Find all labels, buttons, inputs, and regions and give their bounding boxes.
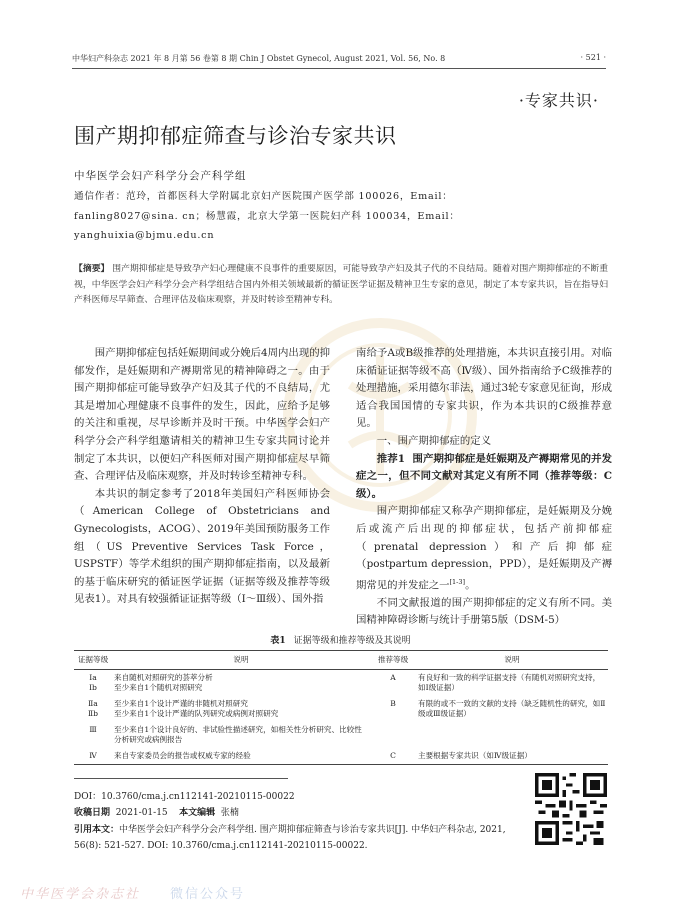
publisher-watermark: 中华医学会杂志社 — [20, 887, 141, 902]
table-header-evidence: 证据等级 — [74, 651, 112, 670]
table-cell — [416, 722, 608, 748]
rec1-label: 推荐1 — [376, 452, 406, 465]
table-cell: B — [390, 699, 396, 708]
table-cell — [370, 722, 416, 748]
received-label: 收稿日期 — [74, 808, 111, 818]
table-cell: 主要根据专家共识（如Ⅳ级证据） — [416, 748, 608, 765]
received-date: 2021-01-15 — [115, 808, 168, 818]
corr-line-2: fanling8027@sina. cn；杨慧霞，北京大学第一医院妇产科 100034，Email： — [74, 210, 460, 222]
left-paragraph-1: 围产期抑郁症包括妊娠期间或分娩后4周内出现的抑郁发作，是妊娠期和产褥期常见的精神障碍之一。由于围产期抑郁症可能导致孕产妇及其子代的不良结局，尤其是增加心理健康不良事件的发生，因此，应给予足够的关注和重视，尽早诊断并及时干预。中华医学会妇产科学分会产科学组邀请相关的精神卫生专家共同讨论并制定了本共识，以便妇产科医师对围产期抑郁症尽早筛查、合理评估及临床观察，并及时转诊至精神专科。 — [74, 347, 330, 483]
table-cell: 有良好和一致的科学证据支持（有随机对照研究支持，如Ⅰ级证据） — [418, 673, 601, 692]
correspondence — [74, 187, 608, 246]
cite-label: 引用本文： — [74, 825, 120, 835]
table-cell: 至少来自1个设计严谨的非随机对照研究 至少来自1个设计严谨的队列研究或病例对照研究 — [114, 699, 279, 718]
right-paragraph-2 — [356, 503, 612, 594]
table-cell: 至少来自1个设计良好的、非试验性描述研究，如相关性分析研究、比较性分析研究或病例报告 — [114, 725, 362, 744]
journal-header: 中华妇产科杂志 2021 年 8 月第 56 卷第 8 期 Chin J Obstet Gynecol, August 2021, Vol. 56, No. 8 — [72, 54, 446, 63]
section-heading-1: 一、围产期抑郁症的定义 — [376, 434, 492, 447]
citation — [74, 823, 514, 854]
p2-text: 围产期抑郁症又称孕产期抑郁症，是妊娠期及分娩后或流产后出现的抑郁症状，包括产前抑郁症（prenatal depression）和产后抑郁症（postpartum depression，PPD），是妊娠期及产褥期常见的并发症之一 — [356, 505, 612, 592]
left-column — [74, 345, 330, 609]
table-row — [74, 722, 608, 748]
table-caption-text: 证据等级和推荐等级及其说明 — [293, 636, 411, 646]
cite-text: 中华医学会妇产科学分会产科学组. 围产期抑郁症筛查与诊治专家共识[J]. 中华妇产科杂志, 2021, 56(8): 521-527. DOI: 10.3760/cma.j.cn112141-20210115-00022. — [74, 825, 506, 851]
table-cell: Ⅱa Ⅱb — [87, 699, 99, 718]
received-editor — [74, 806, 474, 822]
evidence-table — [74, 650, 608, 765]
ref-superscript: [1-3] — [449, 577, 466, 586]
page-number: · 521 · — [580, 53, 606, 62]
doi: DOI：10.3760/cma.j.cn112141-20210115-00022 — [74, 792, 295, 802]
recommendation-1 — [356, 451, 612, 504]
table-cell: 来自专家委员会的报告或权威专家的经验 — [112, 748, 370, 765]
wechat-watermark: 微信公众号 — [170, 887, 246, 902]
table-cell: A — [390, 673, 396, 682]
table-header-rec-desc: 说明 — [416, 651, 608, 670]
table-header-desc: 说明 — [112, 651, 370, 670]
p2-end: 。 — [465, 579, 476, 592]
editor-name: 张楠 — [220, 808, 239, 818]
table-row — [74, 748, 608, 765]
footer-rule — [74, 778, 288, 779]
table-cell: 来自随机对照研究的荟萃分析 至少来自1个随机对照研究 — [114, 673, 213, 692]
header-rule — [72, 68, 606, 69]
table-row — [74, 696, 608, 722]
abstract-label: 【摘要】 — [74, 264, 110, 274]
corr-line-3: yanghuixia@bjmu.edu.cn — [74, 230, 215, 241]
table-caption — [0, 633, 681, 646]
article-title: 围产期抑郁症筛查与诊治专家共识 — [74, 124, 397, 148]
table-cell: Ⅰa Ⅰb — [89, 673, 97, 692]
right-paragraph-1: 南给予A或B级推荐的处理措施，本共识直接引用。对临床循证证据等级不高（Ⅳ级）、国外指南给予C级推荐的处理措施，采用德尔菲法，通过3轮专家意见征询，形成适合我国国情的专家共识，作为本共识的C级推荐意见。 — [356, 347, 612, 430]
right-paragraph-3: 不同文献报道的围产期抑郁症的定义有所不同。美国精神障碍诊断与统计手册第5版（DSM-5） — [356, 596, 612, 627]
qr-code-icon[interactable] — [535, 773, 607, 845]
table-row — [74, 670, 608, 697]
table-cell: Ⅳ — [74, 748, 112, 765]
corr-line-1: 通信作者：范玲，首都医科大学附属北京妇产医院围产医学部 100026，Email： — [74, 191, 453, 202]
left-paragraph-2: 本共识的制定参考了2018年美国妇产科医师协会（American College of Obstetricians and Gynecologists，ACOG）、2019年美国预防服务工作组（US Preventive Services Task Force，USPSTF）等学术组织的围产期抑郁症指南，以及最新的基于临床研究的循证医学证据（证据等级及推荐等级见表1）。对具有较强循证证据等级（Ⅰ～Ⅲ级）、国外指 — [74, 487, 330, 606]
authors: 中华医学会妇产科学分会产科学组 — [74, 170, 247, 182]
table-cell: Ⅲ — [89, 725, 97, 734]
section-tag: ·专家共识· — [518, 91, 599, 110]
table-cell: C — [370, 748, 416, 765]
abstract-text: 围产期抑郁症是导致孕产妇心理健康不良事件的重要原因，可能导致孕产妇及其子代的不良结局。随着对围产期抑郁症的不断重视，中华医学会妇产科学分会产科学组结合国内外相关领域最新的循证医学证据及精神卫生专家的意见，制定了本专家共识，旨在指导妇产科医师尽早筛查、合理评估及临床观察，并及时转诊至精神专科。 — [74, 264, 608, 305]
table-caption-label: 表1 — [270, 636, 286, 646]
right-column — [356, 345, 612, 630]
table-cell: 有限的或不一致的文献的支持（缺乏随机性的研究，如Ⅱ级或Ⅲ级证据） — [418, 699, 606, 718]
editor-label: 本文编辑 — [179, 808, 216, 818]
rec1-text: 围产期抑郁症是妊娠期及产褥期常见的并发症之一，但不同文献对其定义有所不同（推荐等级：C级）。 — [356, 452, 612, 500]
table-header-rec: 推荐等级 — [370, 651, 416, 670]
